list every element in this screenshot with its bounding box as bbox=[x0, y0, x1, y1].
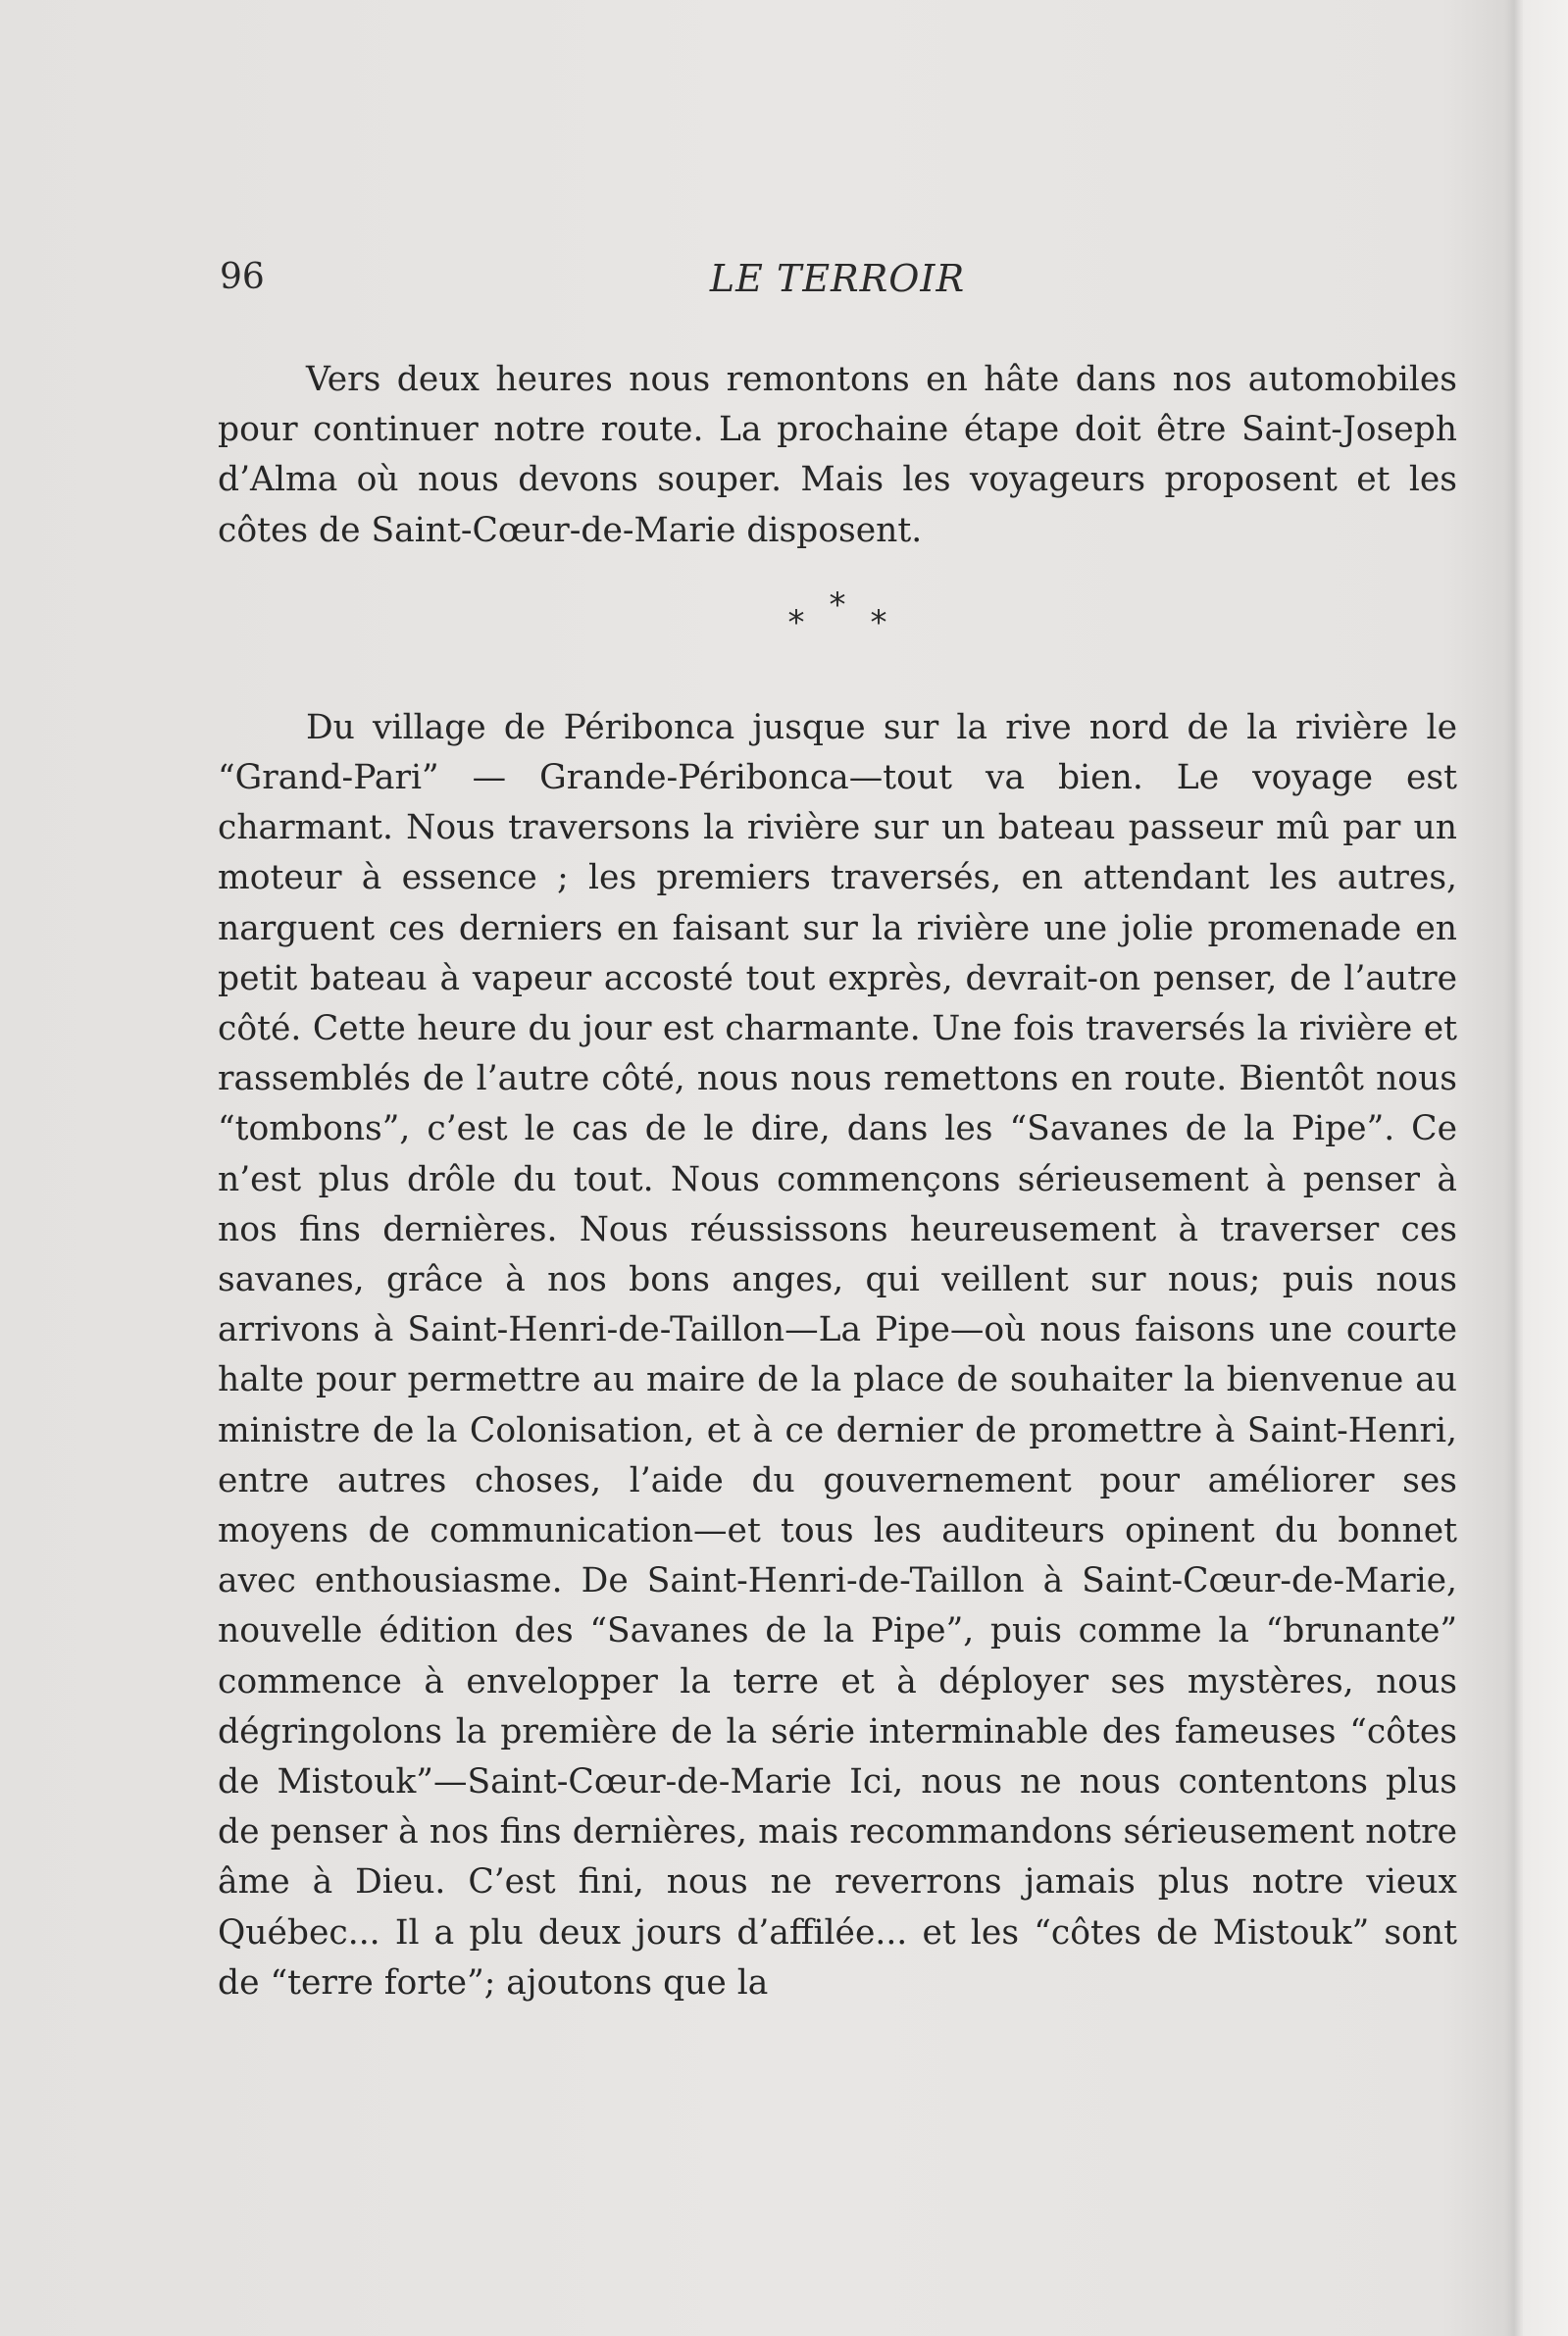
running-title: LE TERROIR bbox=[709, 257, 966, 300]
paragraph-2: Du village de Péribonca jusque sur la rive nord de la rivière le “Grand-Pari” — Grande-Péribonca—tout va bien. Le voyage est charmant. Nous traversons la rivière sur un bateau passeur mû par un moteur à essence ; les premiers traversés, en attendant les autres, narguent ces derniers en faisant sur la rivière une jolie promenade en petit bateau à vapeur accosté tout exprès, devrait-on penser, de l’autre côté. Cette heure du jour est charmante. Une fois traversés la rivière et rassemblés de l’autre côté, nous nous remettons en route. Bientôt nous “tombons”, c’est le cas de le dire, dans les “Savanes de la Pipe”. Ce n’est plus drôle du tout. Nous commençons sérieusement à penser à nos fins dernières. Nous réussissons heureusement à traverser ces savanes, grâce à nos bons anges, qui veillent sur nous; puis nous arrivons à Saint-Henri-de-Taillon—La Pipe—où nous faisons une courte halte pour permettre au maire de la place de souhaiter la bienvenue au ministre de la Colonisation, et à ce dernier de promettre à Saint-Henri, entre autres choses, l’aide du gouvernement pour améliorer ses moyens de communication—et tous les auditeurs opinent du bonnet avec enthousiasme. De Saint-Henri-de-Taillon à Saint-Cœur-de-Marie, nouvelle édition des “Savanes de la Pipe”, puis comme la “brunante” commence à envelopper la terre et à déployer ses mystères, nous dégringolons la première de la série interminable des fameuses “côtes de Mistouk”—Saint-Cœur-de-Marie Ici, nous ne nous contentons plus de penser à nos fins dernières, mais recommandons sérieusement notre âme à Dieu. C’est fini, nous ne reverrons jamais plus notre vieux Québec... Il a plu deux jours d’affilée... et les “côtes de Mistouk” sont de “terre forte”; ajoutons que la bbox=[218, 707, 1457, 2003]
separator-star-top: * bbox=[829, 584, 846, 625]
page-header bbox=[220, 257, 1455, 306]
separator-star-left: * bbox=[787, 602, 805, 642]
body-text bbox=[218, 355, 1457, 2008]
separator-star-right: * bbox=[870, 602, 887, 642]
paragraph-1: Vers deux heures nous remontons en hâte dans nos automobiles pour continuer notre route. La prochaine étape doit être Saint-Joseph d’Alma où nous devons souper. Mais les voyageurs proposent et les côtes de Saint-Cœur-de-Marie disposent. bbox=[218, 360, 1457, 550]
page-edge-shadow bbox=[1505, 0, 1523, 2336]
page-number: 96 bbox=[220, 257, 265, 297]
section-separator bbox=[218, 556, 1457, 703]
